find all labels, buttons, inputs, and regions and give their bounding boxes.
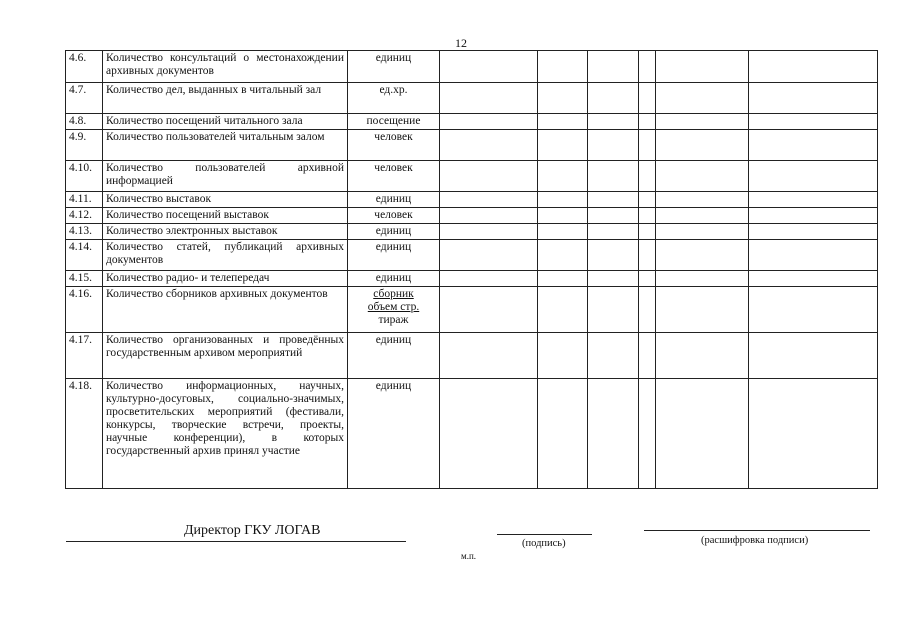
- value-cell: [538, 224, 588, 240]
- row-number: 4.10.: [66, 161, 103, 192]
- table-row: [66, 240, 878, 271]
- value-cell: [749, 192, 878, 208]
- value-cell: [440, 83, 538, 114]
- value-cell: [538, 83, 588, 114]
- value-cell: [440, 161, 538, 192]
- row-number: 4.11.: [66, 192, 103, 208]
- unit-label: объем стр.: [367, 301, 420, 313]
- value-cell: [639, 161, 656, 192]
- indicator-name: Количество пользователей архивной информацией: [103, 161, 348, 192]
- row-number: 4.9.: [66, 130, 103, 161]
- value-cell: [639, 192, 656, 208]
- value-cell: [639, 379, 656, 489]
- unit-label: единиц: [375, 334, 412, 346]
- row-number: 4.15.: [66, 271, 103, 287]
- indicator-name: Количество выставок: [103, 192, 348, 208]
- indicator-name: Количество посещений читального зала: [103, 114, 348, 130]
- unit-label: единиц: [375, 193, 412, 205]
- unit-cell: [348, 333, 440, 379]
- value-cell: [440, 114, 538, 130]
- value-cell: [639, 51, 656, 83]
- row-number: 4.18.: [66, 379, 103, 489]
- unit-cell: [348, 161, 440, 192]
- value-cell: [538, 271, 588, 287]
- table-row: [66, 51, 878, 83]
- value-cell: [656, 161, 749, 192]
- value-cell: [588, 83, 639, 114]
- table-row: [66, 379, 878, 489]
- unit-cell: [348, 271, 440, 287]
- value-cell: [639, 208, 656, 224]
- value-cell: [440, 208, 538, 224]
- value-cell: [639, 287, 656, 333]
- unit-cell: [348, 240, 440, 271]
- unit-label: человек: [374, 131, 413, 143]
- value-cell: [440, 192, 538, 208]
- value-cell: [656, 287, 749, 333]
- value-cell: [749, 208, 878, 224]
- value-cell: [749, 271, 878, 287]
- value-cell: [538, 192, 588, 208]
- value-cell: [588, 224, 639, 240]
- table-row: [66, 287, 878, 333]
- sign-caption: (подпись): [522, 538, 566, 549]
- value-cell: [656, 51, 749, 83]
- value-cell: [538, 379, 588, 489]
- value-cell: [639, 83, 656, 114]
- value-cell: [749, 130, 878, 161]
- unit-label: тираж: [378, 314, 409, 326]
- value-cell: [749, 287, 878, 333]
- value-cell: [639, 271, 656, 287]
- signatory-position: Директор ГКУ ЛОГАВ: [184, 523, 321, 538]
- value-cell: [440, 271, 538, 287]
- unit-label: единиц: [375, 52, 412, 64]
- value-cell: [656, 271, 749, 287]
- indicator-name: Количество организованных и проведённых государственным архивом мероприятий: [103, 333, 348, 379]
- value-cell: [588, 208, 639, 224]
- value-cell: [440, 333, 538, 379]
- row-number: 4.8.: [66, 114, 103, 130]
- unit-cell: [348, 224, 440, 240]
- row-number: 4.14.: [66, 240, 103, 271]
- value-cell: [749, 240, 878, 271]
- unit-label: единиц: [375, 272, 412, 284]
- value-cell: [538, 51, 588, 83]
- value-cell: [588, 51, 639, 83]
- table-row: [66, 161, 878, 192]
- value-cell: [538, 240, 588, 271]
- value-cell: [538, 333, 588, 379]
- decode-caption: (расшифровка подписи): [701, 535, 809, 546]
- indicator-name: Количество информационных, научных, культурно-досуговых, социально-значимых, просветительских мероприятий (фестивали, конкурсы, творческие встречи, проекты, научные конференции), в которых государственный архив принял участие: [103, 379, 348, 489]
- value-cell: [588, 114, 639, 130]
- value-cell: [656, 208, 749, 224]
- value-cell: [656, 83, 749, 114]
- value-cell: [656, 379, 749, 489]
- value-cell: [749, 161, 878, 192]
- unit-cell: [348, 287, 440, 333]
- unit-cell: [348, 114, 440, 130]
- report-table: [65, 50, 878, 489]
- unit-cell: [348, 208, 440, 224]
- table-row: [66, 224, 878, 240]
- value-cell: [749, 379, 878, 489]
- value-cell: [639, 130, 656, 161]
- unit-cell: [348, 51, 440, 83]
- table-row: [66, 208, 878, 224]
- unit-cell: [348, 192, 440, 208]
- indicator-name: Количество дел, выданных в читальный зал: [103, 83, 348, 114]
- report-table-body: [66, 51, 878, 489]
- value-cell: [639, 114, 656, 130]
- value-cell: [749, 114, 878, 130]
- row-number: 4.13.: [66, 224, 103, 240]
- value-cell: [656, 130, 749, 161]
- value-cell: [656, 224, 749, 240]
- unit-label: ед.хр.: [379, 84, 408, 96]
- value-cell: [639, 240, 656, 271]
- value-cell: [656, 333, 749, 379]
- indicator-name: Количество электронных выставок: [103, 224, 348, 240]
- value-cell: [588, 287, 639, 333]
- indicator-name: Количество статей, публикаций архивных документов: [103, 240, 348, 271]
- value-cell: [440, 240, 538, 271]
- table-row: [66, 83, 878, 114]
- unit-cell: [348, 83, 440, 114]
- indicator-name: Количество радио- и телепередач: [103, 271, 348, 287]
- table-row: [66, 271, 878, 287]
- row-number: 4.12.: [66, 208, 103, 224]
- value-cell: [656, 192, 749, 208]
- value-cell: [440, 287, 538, 333]
- unit-label: единиц: [375, 225, 412, 237]
- unit-cell: [348, 379, 440, 489]
- value-cell: [749, 224, 878, 240]
- value-cell: [538, 130, 588, 161]
- value-cell: [440, 51, 538, 83]
- value-cell: [588, 333, 639, 379]
- row-number: 4.17.: [66, 333, 103, 379]
- value-cell: [749, 83, 878, 114]
- table-row: [66, 192, 878, 208]
- value-cell: [440, 130, 538, 161]
- table-row: [66, 333, 878, 379]
- table-row: [66, 130, 878, 161]
- unit-label: сборник: [373, 288, 414, 300]
- unit-label: посещение: [366, 115, 421, 127]
- decode-line: [644, 530, 870, 531]
- table-row: [66, 114, 878, 130]
- value-cell: [588, 130, 639, 161]
- unit-label: единиц: [375, 241, 412, 253]
- stamp-placeholder: м.п.: [461, 551, 477, 561]
- row-number: 4.7.: [66, 83, 103, 114]
- value-cell: [588, 271, 639, 287]
- indicator-name: Количество пользователей читальным залом: [103, 130, 348, 161]
- indicator-name: Количество сборников архивных документов: [103, 287, 348, 333]
- value-cell: [440, 224, 538, 240]
- unit-label: человек: [374, 162, 413, 174]
- value-cell: [588, 379, 639, 489]
- sign-line: [497, 534, 592, 535]
- unit-cell: [348, 130, 440, 161]
- value-cell: [588, 161, 639, 192]
- value-cell: [639, 333, 656, 379]
- unit-label: человек: [374, 209, 413, 221]
- value-cell: [538, 114, 588, 130]
- value-cell: [656, 114, 749, 130]
- value-cell: [639, 224, 656, 240]
- value-cell: [656, 240, 749, 271]
- value-cell: [749, 51, 878, 83]
- unit-label: единиц: [375, 380, 412, 392]
- value-cell: [440, 379, 538, 489]
- value-cell: [538, 208, 588, 224]
- value-cell: [588, 240, 639, 271]
- indicator-name: Количество посещений выставок: [103, 208, 348, 224]
- value-cell: [538, 161, 588, 192]
- row-number: 4.16.: [66, 287, 103, 333]
- position-line: [66, 541, 406, 542]
- indicator-name: Количество консультаций о местонахождении архивных документов: [103, 51, 348, 83]
- value-cell: [588, 192, 639, 208]
- value-cell: [749, 333, 878, 379]
- value-cell: [538, 287, 588, 333]
- page-number: 12: [455, 36, 467, 50]
- row-number: 4.6.: [66, 51, 103, 83]
